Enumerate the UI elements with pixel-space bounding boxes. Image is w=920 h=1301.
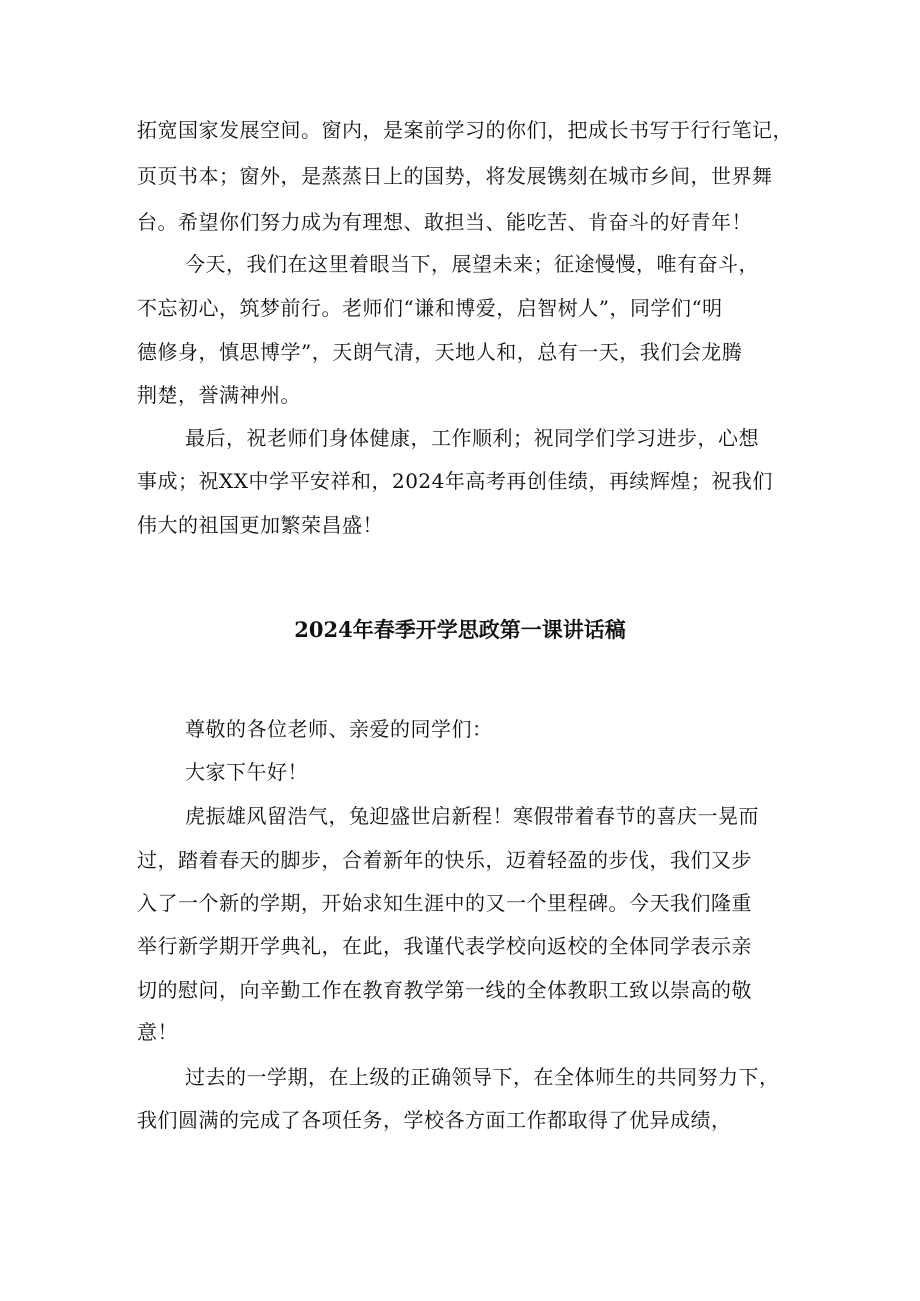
paragraph-line: 伟大的祖国更加繁荣昌盛！ <box>137 513 383 537</box>
paragraph-line: 举行新学期开学典礼，在此，我谨代表学校向返校的全体同学表示亲 <box>137 934 752 958</box>
paragraph-line: 荆楚，誉满神州。 <box>137 383 301 407</box>
paragraph-line: 最后，祝老师们身体健康，工作顺利；祝同学们学习进步，心想 <box>185 426 759 450</box>
paragraph-line: 过去的一学期，在上级的正确领导下，在全体师生的共同努力下， <box>185 1065 780 1089</box>
paragraph-line: 事成；祝XX中学平安祥和，2024年高考再创佳绩，再续辉煌；祝我们 <box>137 469 773 493</box>
paragraph-line: 不忘初心，筑梦前行。老师们“谦和博爱，启智树人”，同学们“明 <box>137 296 723 320</box>
paragraph-line: 切的慰问，向辛勤工作在教育教学第一线的全体教职工致以崇高的敬 <box>137 978 752 1002</box>
paragraph-line: 意！ <box>137 1020 178 1044</box>
paragraph-line: 今天，我们在这里着眼当下，展望未来；征途慢慢，唯有奋斗， <box>185 252 759 276</box>
page-title: 2024年春季开学思政第一课讲话稿 <box>294 617 626 642</box>
paragraph-line: 页页书本；窗外，是蒸蒸日上的国势，将发展镌刻在城市乡间，世界舞 <box>137 164 773 188</box>
salutation-line: 尊敬的各位老师、亲爱的同学们： <box>185 717 493 741</box>
paragraph-line: 德修身，慎思博学”，天朗气清，天地人和，总有一天，我们会龙腾 <box>137 340 743 364</box>
paragraph-line: 入了一个新的学期，开始求知生涯中的又一个里程碑。今天我们隆重 <box>137 891 752 915</box>
greeting-line: 大家下午好！ <box>185 760 308 784</box>
paragraph-line: 过，踏着春天的脚步，合着新年的快乐，迈着轻盈的步伐，我们又步 <box>137 848 752 872</box>
paragraph-line: 拓宽国家发展空间。窗内，是案前学习的你们，把成长书写于行行笔记， <box>137 118 793 142</box>
paragraph-line: 虎振雄风留浩气，兔迎盛世启新程！寒假带着春节的喜庆一晃而 <box>185 804 759 828</box>
paragraph-line: 我们圆满的完成了各项任务，学校各方面工作都取得了优异成绩， <box>137 1108 732 1132</box>
paragraph-line: 台。希望你们努力成为有理想、敢担当、能吃苦、肯奋斗的好青年！ <box>137 210 752 234</box>
